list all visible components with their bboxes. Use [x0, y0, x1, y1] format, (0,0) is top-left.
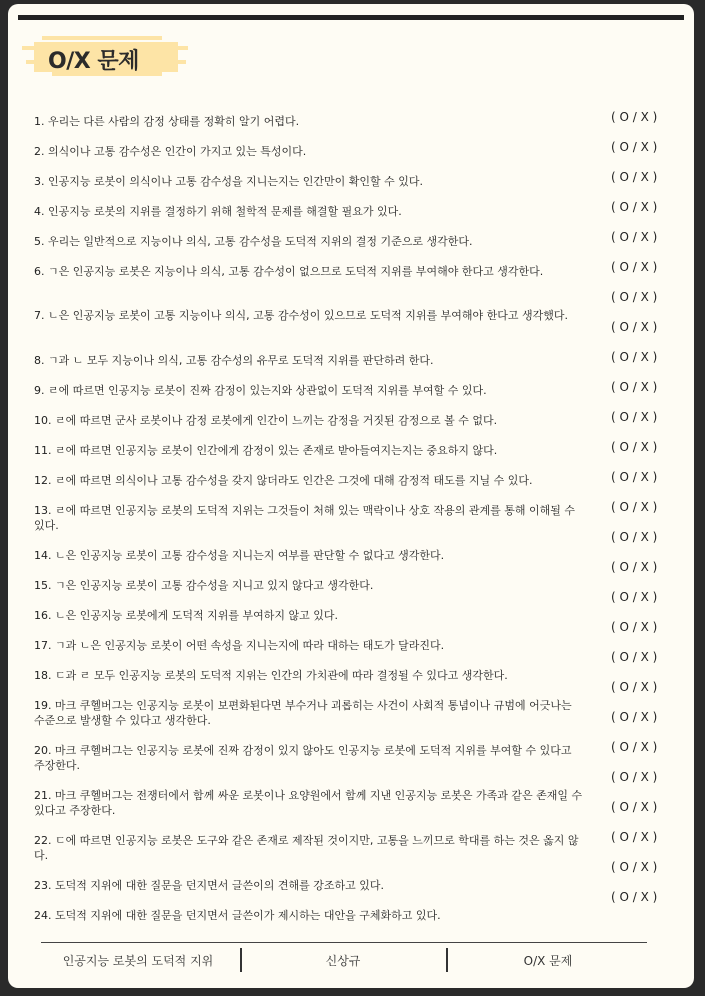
- question-24: 24. 도덕적 지위에 대한 질문을 던지면서 글쓴이가 제시하는 대안을 구체화하고 있다.: [34, 909, 441, 922]
- question-9: 9. ㄹ에 따르면 인공지능 로봇이 진짜 감정이 있는지와 상관없이 도덕적 지위를 부여할 수 있다.: [34, 384, 487, 397]
- question-4: 4. 인공지능 로봇의 지위를 결정하기 위해 철학적 문제를 해결할 필요가 있다.: [34, 205, 402, 218]
- ox-answer-8[interactable]: ( O / X ): [611, 320, 658, 334]
- ox-answer-12[interactable]: ( O / X ): [611, 440, 658, 454]
- ox-answer-27[interactable]: ( O / X ): [611, 890, 658, 904]
- question-10: 10. ㄹ에 따르면 군사 로봇이나 감정 로봇에게 인간이 느끼는 감정을 거짓된 감정으로 볼 수 없다.: [34, 414, 498, 427]
- question-12: 12. ㄹ에 따르면 의식이나 고통 감수성을 갖지 않더라도 인간은 그것에 대해 감정적 태도를 지닐 수 있다.: [34, 474, 533, 487]
- ox-answer-5[interactable]: ( O / X ): [611, 230, 658, 244]
- ox-answer-11[interactable]: ( O / X ): [611, 410, 658, 424]
- question-8: 8. ㄱ과 ㄴ 모두 지능이나 의식, 고통 감수성의 유무로 도덕적 지위를 판단하려 한다.: [34, 354, 434, 367]
- question-16: 16. ㄴ은 인공지능 로봇에게 도덕적 지위를 부여하지 않고 있다.: [34, 609, 338, 622]
- question-13: 13. ㄹ에 따르면 인공지능 로봇의 도덕적 지위는 그것들이 처해 있는 맥락이나 상호 작용의 관계를 통해 이해될 수 있다.: [34, 504, 575, 532]
- top-rule: [18, 15, 684, 20]
- page-title: O/X 문제: [48, 49, 139, 74]
- question-19: 19. 마크 쿠헬버그는 인공지능 로봇이 보편화된다면 부수거나 괴롭히는 사건이 사회적 통념이나 규범에 어긋나는 수준으로 발생할 수 있다고 생각한다.: [34, 699, 572, 727]
- ox-answer-26[interactable]: ( O / X ): [611, 860, 658, 874]
- footer-divider: [240, 948, 242, 972]
- ox-answer-15[interactable]: ( O / X ): [611, 530, 658, 544]
- ox-answer-20[interactable]: ( O / X ): [611, 680, 658, 694]
- ox-answer-25[interactable]: ( O / X ): [611, 830, 658, 844]
- question-6: 6. ㄱ은 인공지능 로봇은 지능이나 의식, 고통 감수성이 없으므로 도덕적 지위를 부여해야 한다고 생각한다.: [34, 265, 544, 278]
- question-23: 23. 도덕적 지위에 대한 질문을 던지면서 글쓴이의 견해를 강조하고 있다.: [34, 879, 384, 892]
- ox-answer-16[interactable]: ( O / X ): [611, 560, 658, 574]
- question-14: 14. ㄴ은 인공지능 로봇이 고통 감수성을 지니는지 여부를 판단할 수 없다고 생각한다.: [34, 549, 445, 562]
- question-21: 21. 마크 쿠헬버그는 전쟁터에서 함께 싸운 로봇이나 요양원에서 함께 지낸 인공지능 로봇은 가족과 같은 존재일 수 있다고 주장한다.: [34, 789, 583, 817]
- ox-answer-1[interactable]: ( O / X ): [611, 110, 658, 124]
- ox-answer-13[interactable]: ( O / X ): [611, 470, 658, 484]
- footer-book-title: 인공지능 로봇의 도덕적 지위: [62, 954, 214, 968]
- question-22: 22. ㄷ에 따르면 인공지능 로봇은 도구와 같은 존재로 제작된 것이지만, 고통을 느끼므로 학대를 하는 것은 옳지 않다.: [34, 834, 579, 862]
- question-18: 18. ㄷ과 ㄹ 모두 인공지능 로봇의 도덕적 지위는 인간의 가치관에 따라 결정될 수 있다고 생각한다.: [34, 669, 508, 682]
- ox-answer-2[interactable]: ( O / X ): [611, 140, 658, 154]
- footer-rule: [41, 942, 647, 943]
- question-3: 3. 인공지능 로봇이 의식이나 고통 감수성을 지니는지는 인간만이 확인할 수 있다.: [34, 175, 423, 188]
- ox-answer-7[interactable]: ( O / X ): [611, 290, 658, 304]
- footer-author: 신상규: [325, 954, 361, 968]
- question-1: 1. 우리는 다른 사람의 감정 상태를 정확히 알기 어렵다.: [34, 115, 300, 128]
- ox-answer-18[interactable]: ( O / X ): [611, 620, 658, 634]
- ox-answer-24[interactable]: ( O / X ): [611, 800, 658, 814]
- ox-answer-6[interactable]: ( O / X ): [611, 260, 658, 274]
- ox-answer-21[interactable]: ( O / X ): [611, 710, 658, 724]
- footer-section: O/X 문제: [523, 954, 573, 968]
- question-2: 2. 의식이나 고통 감수성은 인간이 가지고 있는 특성이다.: [34, 145, 307, 158]
- footer-divider: [446, 948, 448, 972]
- ox-answer-10[interactable]: ( O / X ): [611, 380, 658, 394]
- question-5: 5. 우리는 일반적으로 지능이나 의식, 고통 감수성을 도덕적 지위의 결정 기준으로 생각한다.: [34, 235, 473, 248]
- ox-answer-22[interactable]: ( O / X ): [611, 740, 658, 754]
- ox-answer-14[interactable]: ( O / X ): [611, 500, 658, 514]
- ox-answer-3[interactable]: ( O / X ): [611, 170, 658, 184]
- question-7: 7. ㄴ은 인공지능 로봇이 고통 지능이나 의식, 고통 감수성이 있으므로 도덕적 지위를 부여해야 한다고 생각했다.: [34, 309, 568, 322]
- question-11: 11. ㄹ에 따르면 인공지능 로봇이 인간에게 감정이 있는 존재로 받아들여지는지는 중요하지 않다.: [34, 444, 498, 457]
- question-17: 17. ㄱ과 ㄴ은 인공지능 로봇이 어떤 속성을 지니는지에 따라 대하는 태도가 달라진다.: [34, 639, 445, 652]
- question-20: 20. 마크 쿠헬버그는 인공지능 로봇에 진짜 감정이 있지 않아도 인공지능 로봇에 도덕적 지위를 부여할 수 있다고 주장한다.: [34, 744, 572, 772]
- ox-answer-23[interactable]: ( O / X ): [611, 770, 658, 784]
- question-15: 15. ㄱ은 인공지능 로봇이 고통 감수성을 지니고 있지 않다고 생각한다.: [34, 579, 374, 592]
- worksheet-page: [8, 4, 694, 988]
- ox-answer-4[interactable]: ( O / X ): [611, 200, 658, 214]
- ox-answer-17[interactable]: ( O / X ): [611, 590, 658, 604]
- ox-answer-9[interactable]: ( O / X ): [611, 350, 658, 364]
- ox-answer-19[interactable]: ( O / X ): [611, 650, 658, 664]
